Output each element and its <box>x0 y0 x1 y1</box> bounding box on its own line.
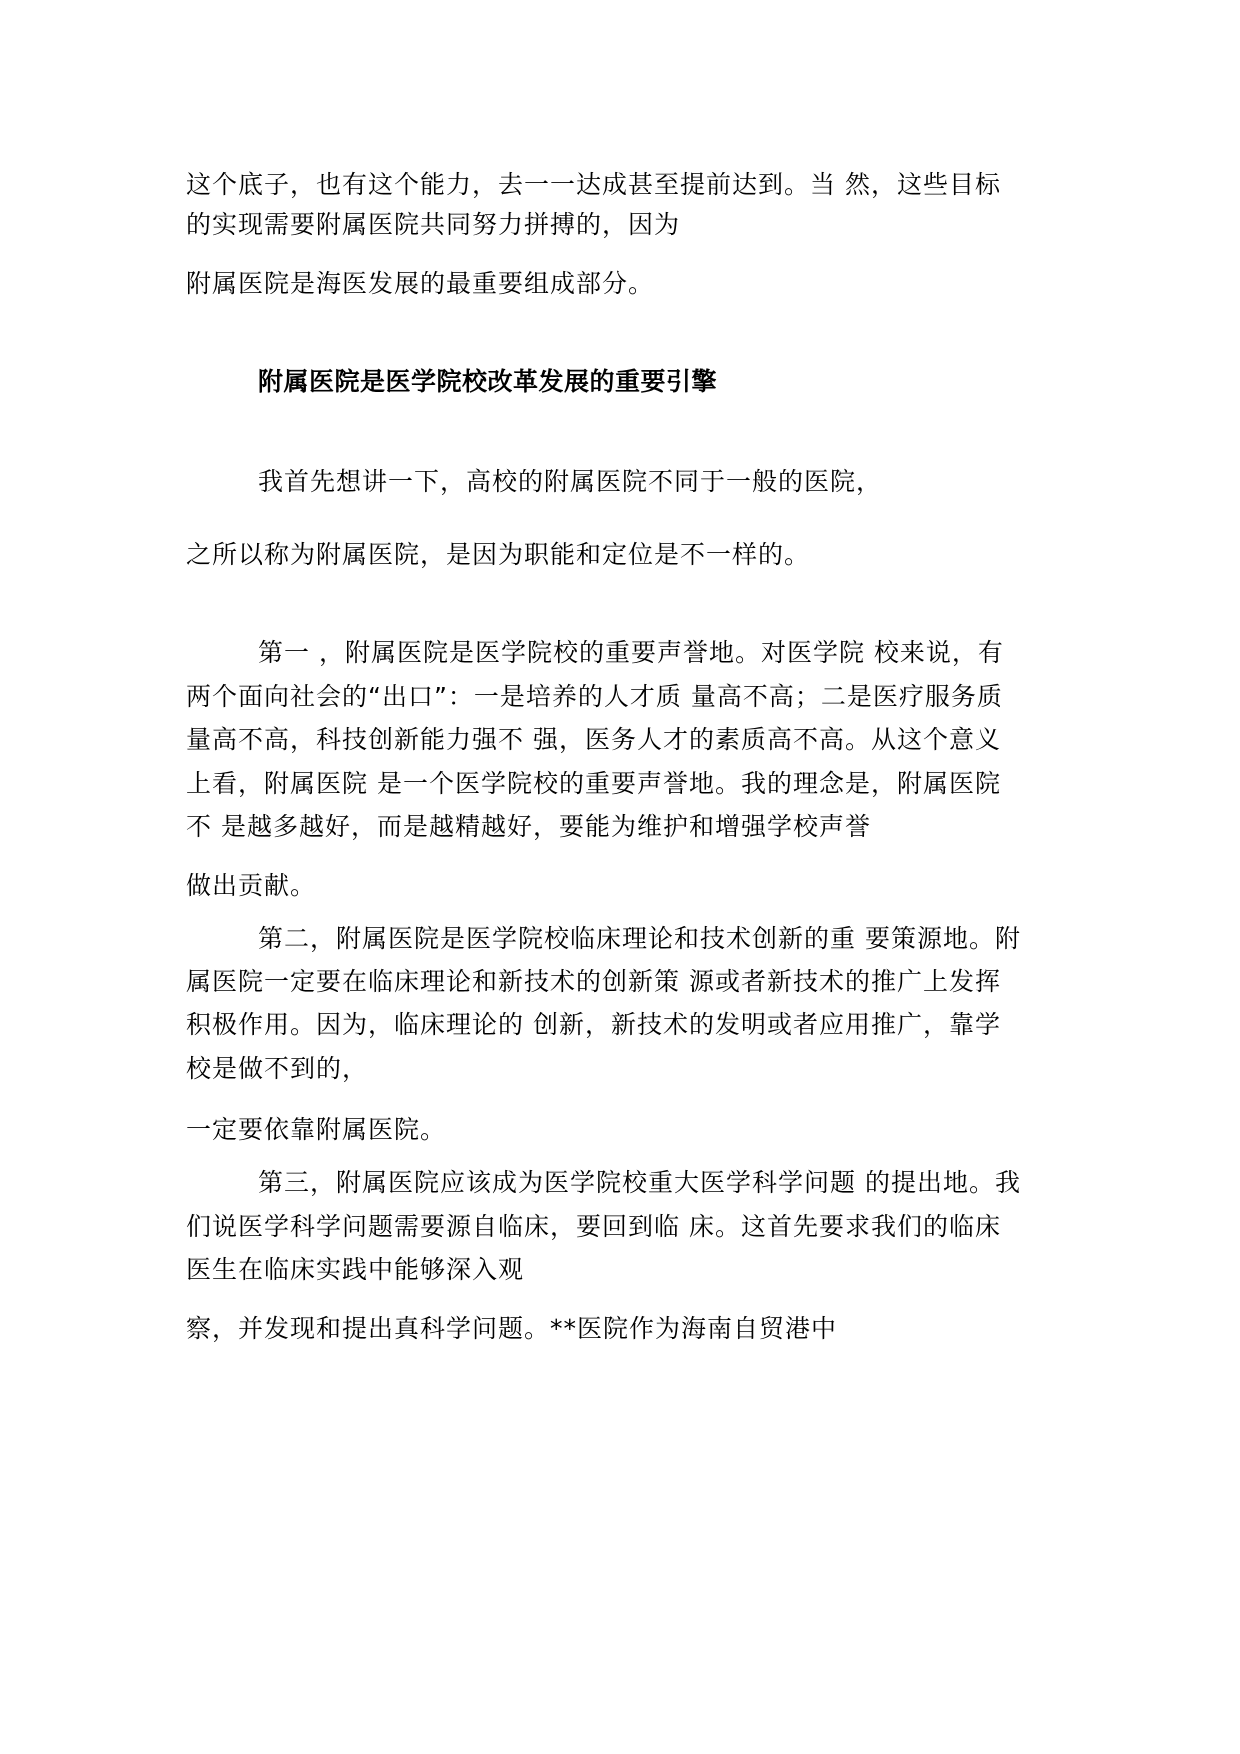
text-line: 医生在临床实践中能够深入观 <box>186 1255 525 1284</box>
text-line: 不 是越多越好，而是越精越好，要能为维护和增强学校声誉 <box>186 812 871 841</box>
text-line: 两个面向社会的“出口”：一是培养的人才质 量高不高；二是医疗服务质 <box>186 682 1003 711</box>
text-line: 一定要依靠附属医院。 <box>186 1115 447 1144</box>
text-line: 积极作用。因为，临床理论的 创新，新技术的发明或者应用推广，靠学 <box>186 1010 1001 1039</box>
text-line: 的实现需要附属医院共同努力拼搏的，因为 <box>186 210 681 239</box>
text-line: 们说医学科学问题需要源自临床，要回到临 床。这首先要求我们的临床 <box>186 1212 1001 1241</box>
text-line: 第二，附属医院是医学院校临床理论和技术创新的重 要策源地。附 <box>258 924 1021 953</box>
text-line: 上看，附属医院 是一个医学院校的重要声誉地。我的理念是，附属医院 <box>186 769 1001 798</box>
text-line: 校是做不到的， <box>186 1054 369 1083</box>
text-line: 之所以称为附属医院，是因为职能和定位是不一样的。 <box>186 540 811 569</box>
text-line: 我首先想讲一下，高校的附属医院不同于一般的医院， <box>258 467 883 496</box>
text-line: 第三，附属医院应该成为医学院校重大医学科学问题 的提出地。我 <box>258 1168 1021 1197</box>
section-heading: 附属医院是医学院校改革发展的重要引擎 <box>258 367 718 396</box>
text-line: 这个底子，也有这个能力，去一一达成甚至提前达到。当 然，这些目标 <box>186 170 1001 199</box>
text-line: 察，并发现和提出真科学问题。**医院作为海南自贸港中 <box>186 1314 838 1343</box>
text-line: 属医院一定要在临床理论和新技术的创新策 源或者新技术的推广上发挥 <box>186 967 1001 996</box>
text-line: 做出贡献。 <box>186 871 317 900</box>
text-line: 量高不高，科技创新能力强不 强，医务人才的素质高不高。从这个意义 <box>186 725 1001 754</box>
text-line: 第一 ，附属医院是医学院校的重要声誉地。对医学院 校来说，有 <box>258 638 1004 667</box>
text-line: 附属医院是海医发展的最重要组成部分。 <box>186 269 655 298</box>
